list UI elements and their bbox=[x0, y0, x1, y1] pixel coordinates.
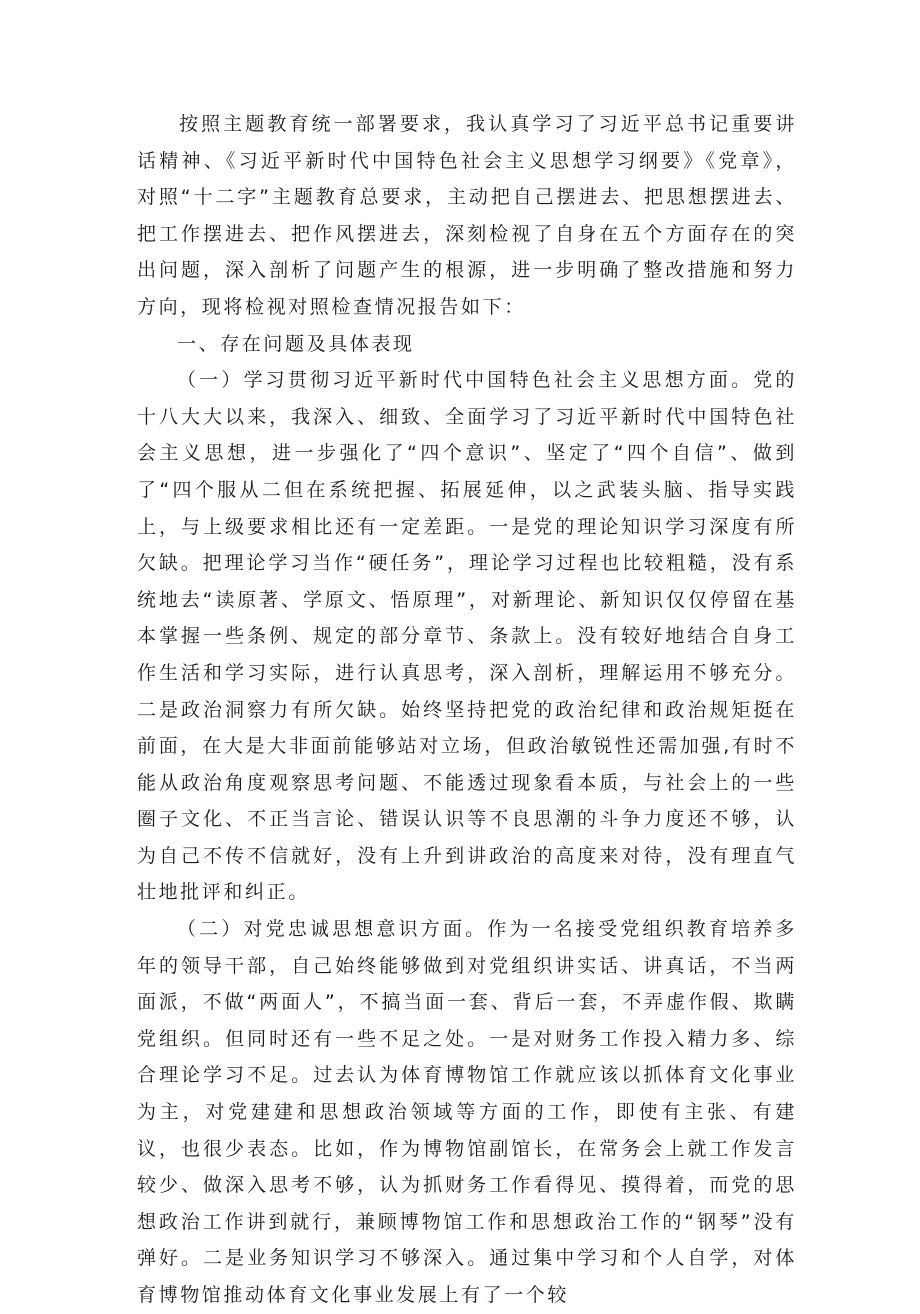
paragraph-theory-study: （一）学习贯彻习近平新时代中国特色社会主义思想方面。党的十八大大以来，我深入、细致、全面学习了习近平新时代中国特色社会主义思想，进一步强化了“四个意识”、坚定了“四个自信”、做到了“四个服从二但在系统把握、拓展延伸，以之武装头脑、指导实践上，与上级要求相比还有一定差距。一是党的理论知识学习深度有所欠缺。把理论学习当作“硬任务”，理论学习过程也比较粗糙，没有系统地去“读原著、学原文、悟原理”，对新理论、新知识仅仅停留在基本掌握一些条例、规定的部分章节、条款上。没有较好地结合自身工作生活和学习实际，进行认真思考，深入剖析，理解运用不够充分。二是政治洞察力有所欠缺。始终坚持把党的政治纪律和政治规矩挺在前面，在大是大非面前能够站对立场，但政治敏锐性还需加强,有时不能从政治角度观察思考问题、不能透过现象看本质，与社会上的一些圈子文化、不正当言论、错误认识等不良思潮的斗争力度还不够，认为自己不传不信就好，没有上升到讲政治的高度来对待，没有理直气壮地批评和纠正。 bbox=[137, 369, 797, 904]
document-body bbox=[137, 106, 797, 1314]
paragraph-party-loyalty: （二）对党忠诚思想意识方面。作为一名接受党组织教育培养多年的领导干部，自己始终能够做到对党组织讲实话、讲真话，不当两面派，不做“两面人”，不搞当面一套、背后一套，不弄虚作假、欺瞒党组织。但同时还有一些不足之处。一是对财务工作投入精力多、综合理论学习不足。过去认为体育博物馆工作就应该以抓体育文化事业为主，对党建建和思想政治领域等方面的工作，即使有主张、有建议，也很少表态。比如，作为博物馆副馆长，在常务会上就工作发言较少、做深入思考不够，认为抓财务工作看得见、摸得着，而党的思想政治工作讲到就行，兼顾博物馆工作和思想政治工作的“钢琴”没有弹好。二是业务知识学习不够深入。通过集中学习和个人自学，对体育博物馆推动体育文化事业发展上有了一个较 bbox=[137, 918, 797, 1306]
section-heading: 一、存在问题及具体表现 bbox=[177, 332, 415, 355]
intro-paragraph: 按照主题教育统一部署要求，我认真学习了习近平总书记重要讲话精神、《习近平新时代中国特色社会主义思想学习纲要》《党章》，对照“十二字”主题教育总要求，主动把自己摆进去、把思想摆进去、把工作摆进去、把作风摆进去，深刻检视了自身在五个方面存在的突出问题，深入剖析了问题产生的根源，进一步明确了整改措施和努力方向，现将检视对照检查情况报告如下： bbox=[137, 113, 797, 318]
